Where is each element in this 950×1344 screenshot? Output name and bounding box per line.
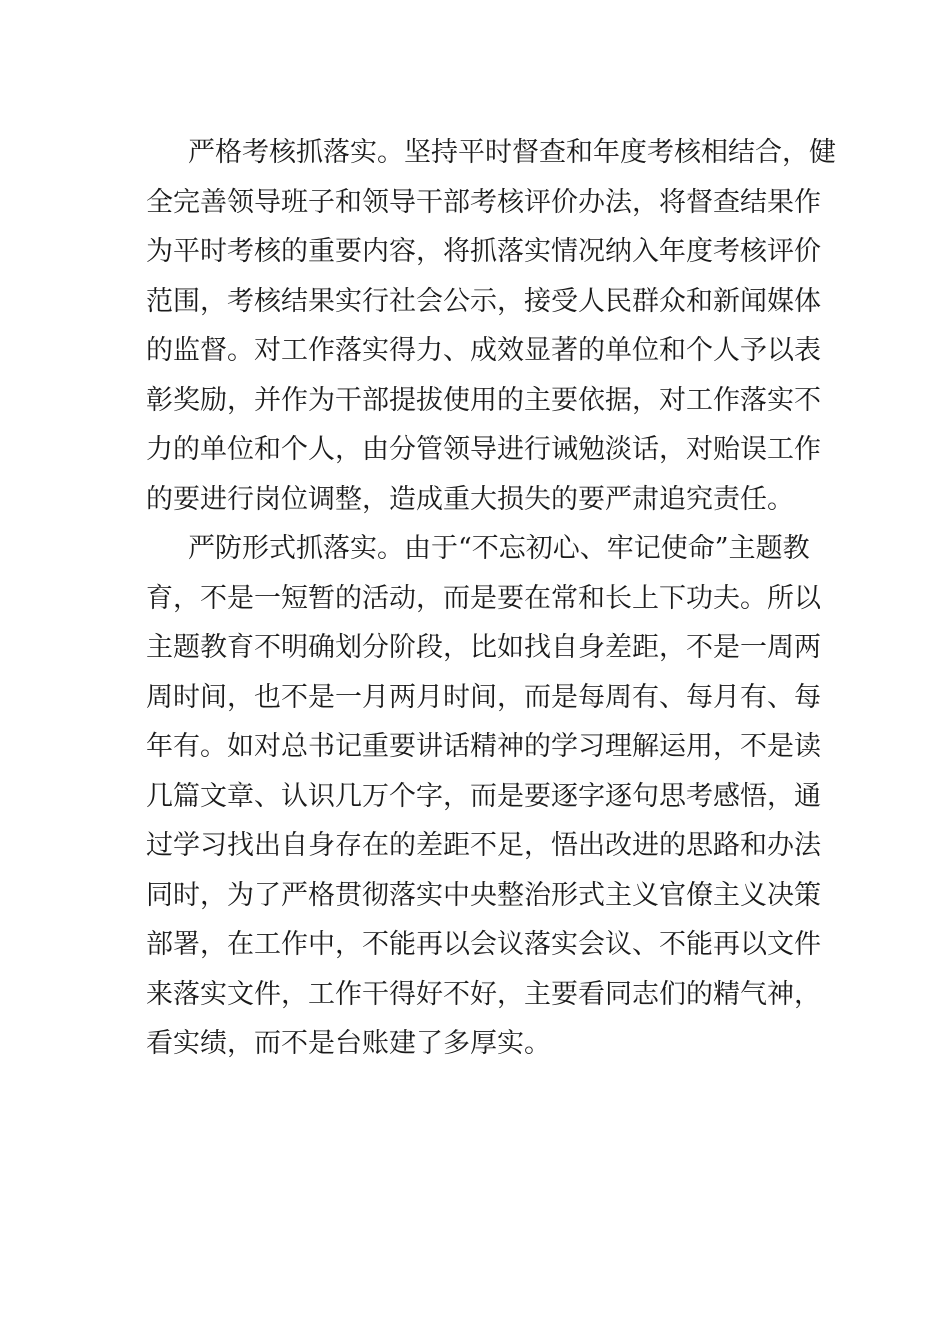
text-line: 来落实文件，工作干得好不好，主要看同志们的精气神， [146, 978, 821, 1010]
text-line: 年有。如对总书记重要讲话精神的学习理解运用，不是读 [146, 731, 821, 762]
text-line: 周时间，也不是一月两月时间，而是每周有、每月有、每 [146, 681, 821, 713]
text-line: 力的单位和个人，由分管领导进行诫勉淡话，对贻误工作 [146, 434, 821, 465]
text-line: 同时，为了严格贯彻落实中央整治形式主义官僚主义决策 [146, 879, 821, 911]
document-body [146, 128, 836, 1069]
text-line: 育，不是一短暂的活动，而是要在常和长上下功夫。所以 [146, 582, 821, 614]
text-line: 严防形式抓落实。由于“不忘初心、牢记使命”主题教 [188, 533, 810, 564]
text-line: 主题教育不明确划分阶段，比如找自身差距，不是一周两 [146, 632, 821, 663]
paragraph-strict-assessment [146, 128, 836, 524]
text-line: 严格考核抓落实。坚持平时督查和年度考核相结合，健 [188, 137, 836, 168]
text-line: 看实绩，而不是台账建了多厚实。 [146, 1028, 551, 1059]
text-line: 部署，在工作中，不能再以会议落实会议、不能再以文件 [146, 929, 821, 960]
text-line: 过学习找出自身存在的差距不足，悟出改进的思路和办法 [146, 830, 821, 861]
text-line: 为平时考核的重要内容，将抓落实情况纳入年度考核评价 [146, 236, 821, 267]
text-line: 全完善领导班子和领导干部考核评价办法，将督查结果作 [146, 186, 821, 218]
text-line: 的监督。对工作落实得力、成效显著的单位和个人予以表 [146, 335, 821, 366]
paragraph-prevent-formalism [146, 524, 821, 1069]
text-line: 的要进行岗位调整，造成重大损失的要严肃追究责任。 [146, 483, 794, 515]
text-line: 几篇文章、认识几万个字，而是要逐字逐句思考感悟，通 [146, 780, 821, 812]
text-line: 范围，考核结果实行社会公示，接受人民群众和新闻媒体 [146, 285, 821, 317]
text-line: 彰奖励，并作为干部提拔使用的主要依据，对工作落实不 [146, 384, 821, 416]
